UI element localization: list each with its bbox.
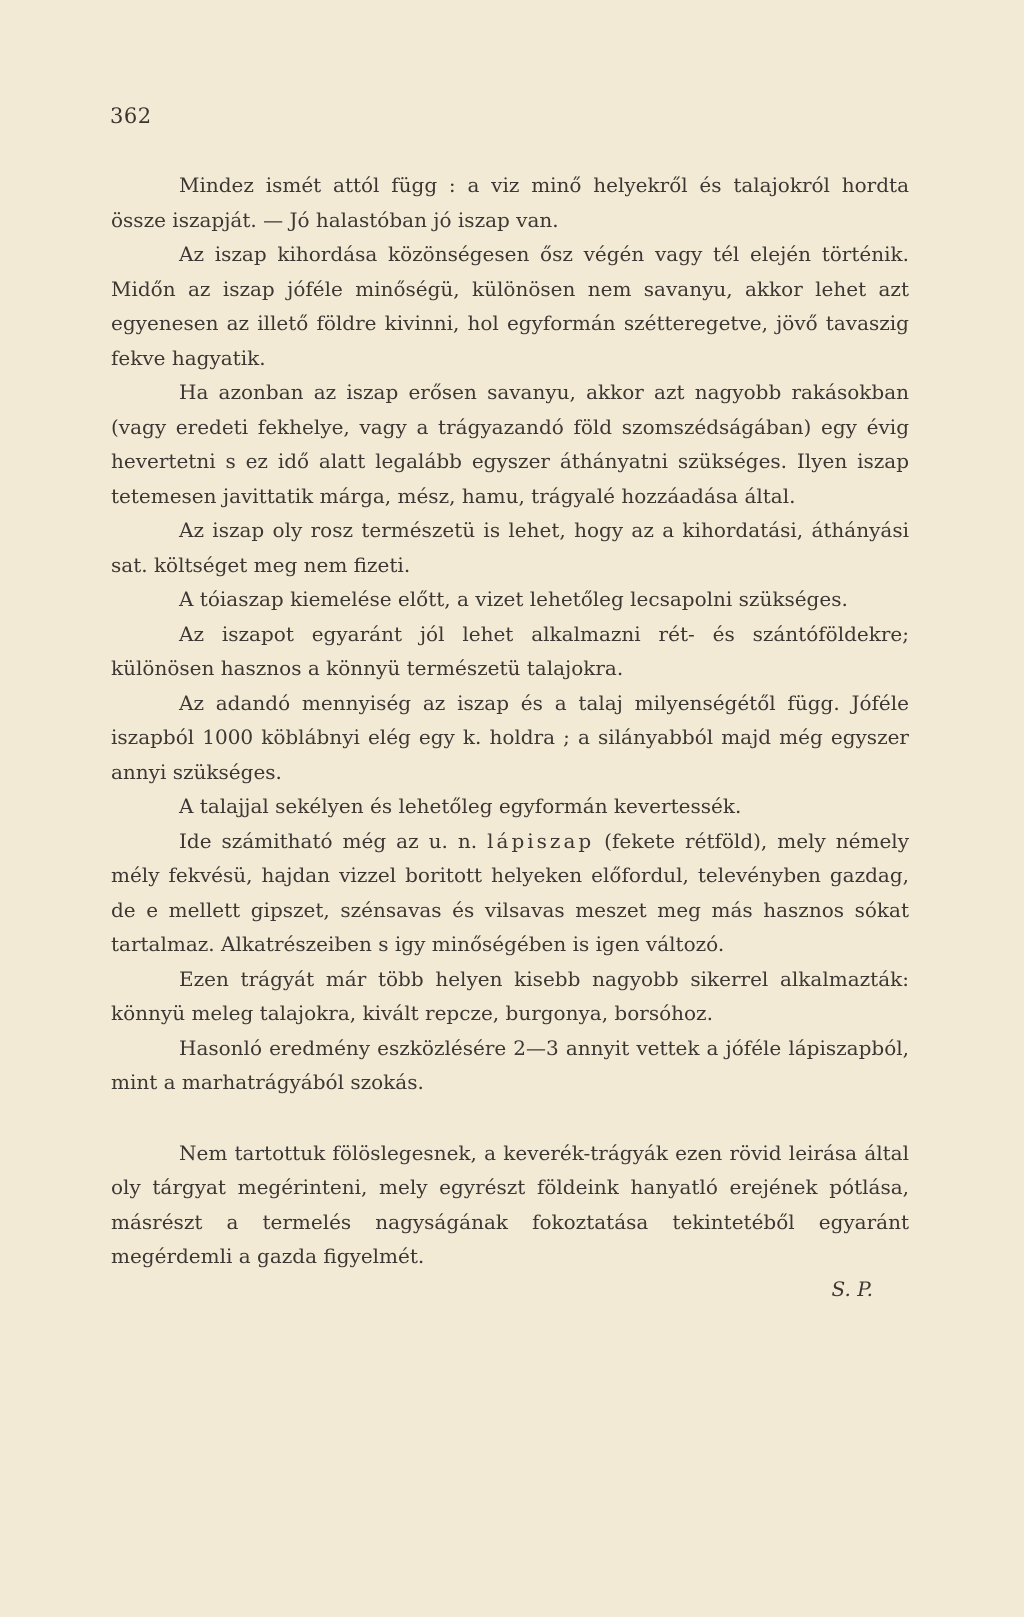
paragraph-4: Az iszap oly rosz természetü is lehet, hogy az a kihordatási, áthányási sat. költséget meg nem fizeti. (111, 518, 909, 577)
paragraph-11: Hasonló eredmény eszközlésére 2—3 annyit vettek a jóféle lápiszapból, mint a marhatrágyából szokás. (111, 1035, 909, 1094)
paragraph-5: A tóiaszap kiemelése előtt, a vizet lehetőleg lecsapolni szükséges. (179, 587, 848, 611)
lapiszap-spaced-term: lápiszap (487, 828, 595, 853)
paragraph-7: Az adandó mennyiség az iszap és a talaj milyenségétől függ. Jóféle iszapból 1000 köblábnyi elég egy k. holdra ; a silányabból majd még egyszer annyi szükséges. (111, 690, 909, 784)
lapiszap-text-after: (fekete rétföld), mely némely mély fekvésü, hajdan vizzel boritott helyeken előfordul, televényben gazdag, de e mellett gipszet, szénsavas és vilsavas meszet meg más hasznos sókat tartalmaz. Alkatrészeiben s igy minőségében is igen változó. (111, 828, 910, 956)
paragraph-10: Ezen trágyát már több helyen kisebb nagyobb sikerrel alkalmazták: könnyü meleg talajokra, kivált repcze, burgonya, borsóhoz. (111, 966, 909, 1025)
paragraph-3: Ha azonban az iszap erősen savanyu, akkor azt nagyobb rakásokban (vagy eredeti fekhelye, vagy a trágyazandó föld szomszédságában) egy évig hevertetni s ez idő alatt legalább egyszer áthányatni szükséges. Ilyen iszap tetemesen javittatik márga, mész, hamu, trágyalé hozzáadása által. (111, 380, 909, 508)
paragraph-1: Mindez ismét attól függ : a viz minő helyekről és talajokról hordta össze iszapját. — Jó halastóban jó iszap van. (111, 173, 909, 232)
paragraph-8: A talajjal sekélyen és lehetőleg egyformán kevertessék. (179, 794, 742, 818)
author-signature: S. P. (831, 1276, 873, 1301)
closing-paragraph: Nem tartottuk fölöslegesnek, a keverék-trágyák ezen rövid leirása által oly tárgyat megérinteni, mely egyrészt földeink hanyatló erejének pótlása, másrészt a termelés nagyságának fokoztatása tekintetéből egyaránt megérdemli a gazda figyelmét. (111, 1140, 909, 1268)
page-number: 362 (110, 104, 152, 128)
paragraph-lapiszap (111, 824, 909, 962)
paragraph-2: Az iszap kihordása közönségesen ősz végén vagy tél elején történik. Midőn az iszap jóféle minőségü, különösen nem savanyu, akkor lehet azt egyenesen az illető földre kivinni, hol egyformán szétteregetve, jövő tavaszig fekve hagyatik. (111, 242, 909, 370)
paragraph-6: Az iszapot egyaránt jól lehet alkalmazni rét- és szántóföldekre; különösen hasznos a könnyü természetü talajokra. (111, 621, 909, 680)
body-text (111, 168, 909, 1304)
lapiszap-text-before: Ide számitható még az u. n. (179, 828, 488, 853)
